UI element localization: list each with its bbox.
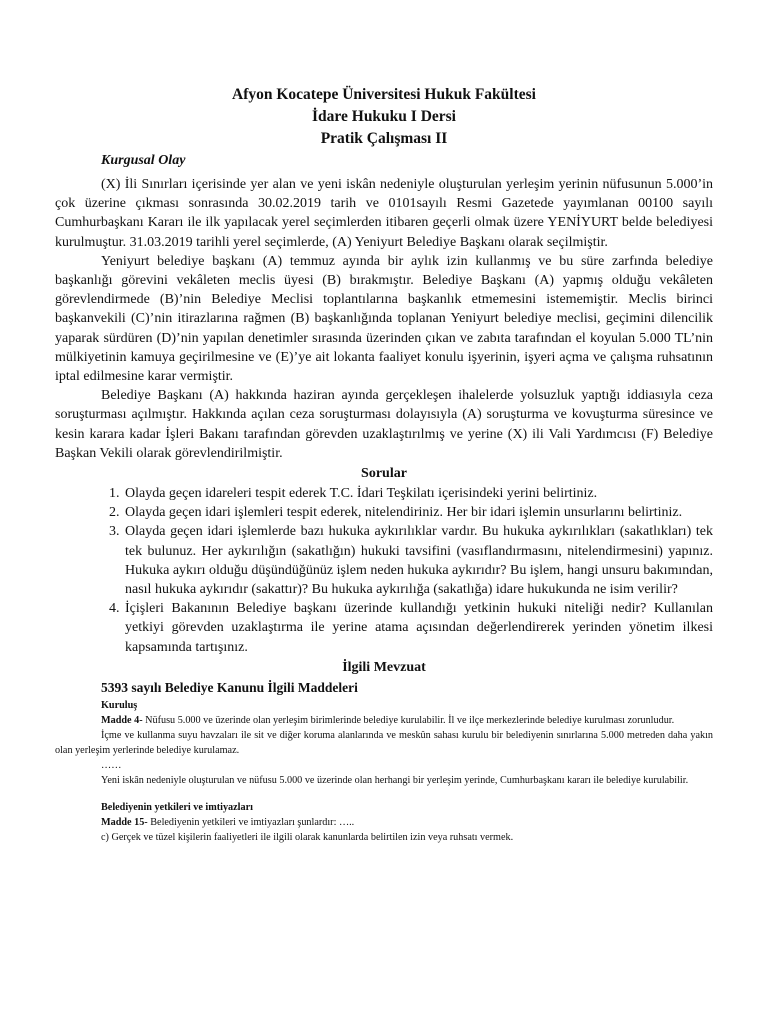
university-title: Afyon Kocatepe Üniversitesi Hukuk Fakültesi — [232, 86, 536, 103]
law-title: 5393 sayılı Belediye Kanunu İlgili Maddeleri — [101, 679, 358, 695]
article-15-text: Belediyenin yetkileri ve imtiyazları şunlardır: ….. — [147, 816, 355, 828]
article-4-paragraph-1 — [55, 713, 713, 728]
questions-list — [55, 484, 713, 657]
article-15-label: Madde 15- — [101, 816, 148, 828]
case-paragraph-1: (X) İli Sınırları içerisinde yer alan ve yeni iskân nedeniyle oluşturulan yerleşim yerinin nüfusunun 5.000’in çok üzerine çıkması sonrasında 30.02.2019 tarih ve 0101sayılı Resmi Gazetede yayımlanan 00100 sayılı Cumhurbaşkanı Kararı ile ilk yapılacak yerel seçimlerden itibaren geçerli olmak üzere YENİYURT belde belediyesi kurulmuştur. 31.03.2019 tarihli yerel seçimlerde, (A) Yeniyurt Belediye Başkanı olarak seçilmiştir. — [55, 177, 713, 250]
question-item-4: 4. İçişleri Bakanının Belediye başkanı üzerinde kullandığı yetkinin hukuki niteliği nedir? Kullanılan yetkiyi görevden uzaklaştırma ile yerine atama açısından değerlendirerek yerinden yönetim ilkesi kapsamında tartışınız. — [123, 599, 713, 657]
question-item-3: 3. Olayda geçen idari işlemlerde bazı hukuka aykırılıklar vardır. Bu hukuka aykırılıkları (sakatlıkları) tek tek bulunuz. Her aykırılığın (sakatlığın) hukuki tavsifini (vasıflandırmasını, nitelendirmesini) yapınız. Hukuka aykırı olduğu düşündüğünüz işlem neden hukuka aykırıdır? Bu işlem, hangi unsuru bakımından, nasıl hukuka aykırıdır (sakattır)? Bu hukuka aykırılığa (sakatlığa) idare hukukunda ne isim verilir? — [123, 522, 713, 599]
spacer — [55, 788, 713, 800]
article-4-paragraph-2: İçme ve kullanma suyu havzaları ile sit ve diğer koruma alanlarında ve meskûn sahası kurulu bir belediyenin sınırlarına 5.000 metreden daha yakın olan yerleşim yerlerinde belediye kurulamaz. — [55, 729, 713, 756]
article-15-paragraph — [55, 815, 713, 830]
case-paragraph-2: Yeniyurt belediye başkanı (A) temmuz ayında bir aylık izin kullanmış ve bu süre zarfında belediye başkanlığı görevini vekâleten meclis üyesi (B) bırakmıştır. Belediye Başkanı (A) yapmış olduğu vekâleten görevlendirmede (B)’nin Belediye Meclisi toplantılarına başkanlık etmemesini istememiştir. Meclis birinci başkanvekili (C)’nin itirazlarına rağmen (B) başkanlığında toplanan Yeniyurt belediye meclisi, geçimini dilencilik yaparak sürdüren (D)’nin yapılan denetimler sırasında üzerinden çıkan ve zabıta tarafından el koyulan 5.000 TL’nin mülkiyetinin kamuya geçirilmesine ve (E)’ye ait lokanta faaliyet konulu işyerinin, işyeri açma ve çalışma ruhsatının iptal edilmesine karar vermiştir. — [55, 253, 713, 385]
case-heading: Kurgusal Olay — [101, 153, 186, 168]
course-title: İdare Hukuku I Dersi — [312, 108, 456, 125]
questions-heading: Sorular — [361, 466, 407, 482]
article-15-item-c: c) Gerçek ve tüzel kişilerin faaliyetleri ile ilgili olarak kanunlarda belirtilen izin veya ruhsatı vermek. — [101, 831, 514, 843]
case-paragraph-3: Belediye Başkanı (A) hakkında haziran ayında gerçekleşen ihalelerde yolsuzluk yaptığı iddiasıyla ceza soruşturması açılmıştır. Hakkında açılan ceza soruşturması dolayısıyla (A) soruşturma ve kovuşturma süresince ve kesin karara kadar İşleri Bakanı tarafından görevden uzaklaştırılmış ve yerine (X) ili Vali Yardımcısı (F) Belediye Başkan Vekili olarak görevlendirilmiştir. — [55, 388, 713, 461]
question-item-2: 2. Olayda geçen idari işlemleri tespit ederek, nitelendiriniz. Her bir idari işlemin unsurlarını belirtiniz. — [123, 503, 713, 522]
section-authorities-title: Belediyenin yetkileri ve imtiyazları — [101, 801, 253, 813]
article-4-label: Madde 4- — [101, 714, 143, 726]
article-4-paragraph-3: Yeni iskân nedeniyle oluşturulan ve nüfusu 5.000 ve üzerinde olan herhangi bir yerleşim yerinde, Cumhurbaşkanı kararı ile belediye kurulabilir. — [101, 774, 689, 786]
assignment-title: Pratik Çalışması II — [320, 130, 448, 147]
ellipsis: …… — [101, 759, 122, 771]
legislation-heading: İlgili Mevzuat — [342, 659, 426, 675]
article-4-text: Nüfusu 5.000 ve üzerinde olan yerleşim birimlerinde belediye kurulabilir. İl ve ilçe merkezlerinde belediye kurulması zorunludur. — [142, 714, 675, 726]
question-item-1: 1. Olayda geçen idareleri tespit ederek T.C. İdari Teşkilatı içerisindeki yerini belirtiniz. — [123, 484, 713, 503]
section-kurulus-title: Kuruluş — [101, 699, 138, 711]
